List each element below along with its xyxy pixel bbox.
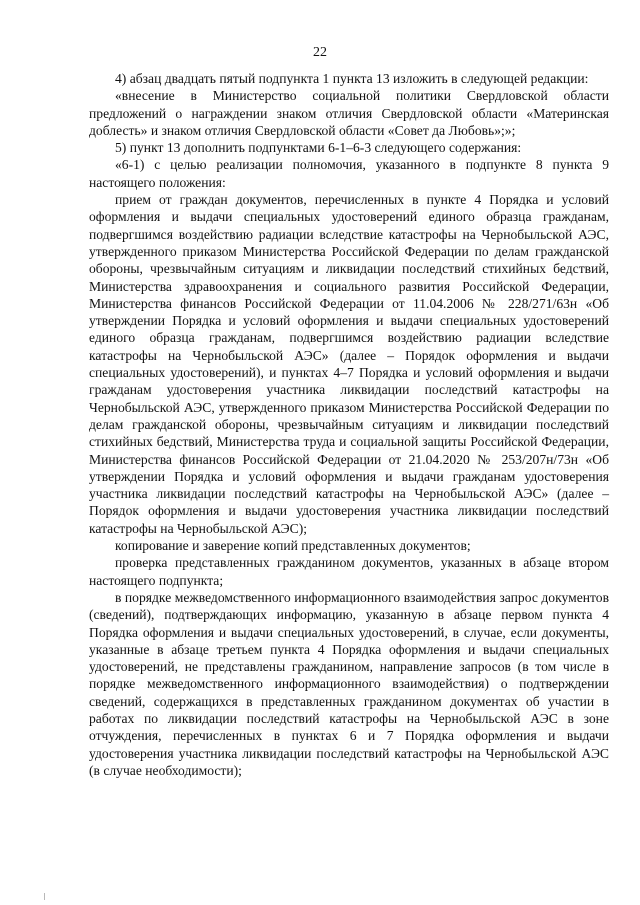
- paragraph-interagency-request: в порядке межведомственного информационного взаимодействия запрос документов (сведений), подтверждающих информацию, указанную в абзаце первом пункта 4 Порядка оформления и выдачи специальных удостоверений, в случае, если документы, указанные в абзаце третьем пункта 4 Порядка оформления и выдачи специальных удостоверений, не представлены гражданином, направление запросов (в том числе в порядке межведомственного информационного взаимодействия) о подтверждении сведений, содержащихся в представленных гражданином документах об участии в работах по ликвидации последствий катастрофы на Чернобыльской АЭС в зоне отчуждения, перечисленных в пунктах 6 и 7 Порядка оформления и выдачи удостоверения участника ликвидации последствий катастрофы на Чернобыльской АЭС (в случае необходимости);: [89, 589, 609, 778]
- paragraph-subitem-6-1: «6-1) с целью реализации полномочия, указанного в подпункте 8 пункта 9 настоящего положения:: [89, 157, 609, 190]
- paragraph-document-reception: прием от граждан документов, перечисленных в пункте 4 Порядка и условий оформления и выдачи специальных удостоверений единого образца гражданам, подвергшимся воздействию радиации вследствие катастрофы на Чернобыльской АЭС, утвержденного приказом Министерства Российской Федерации по делам гражданской обороны, чрезвычайным ситуациям и ликвидации последствий стихийных бедствий, Министерства здравоохранения и социального развития Российской Федерации, Министерства финансов Российской Федерации от 11.04.2006 № 228/271/63н «Об утверждении Порядка и условий оформления и выдачи специальных удостоверений единого образца гражданам, подвергшимся воздействию радиации вследствие катастрофы на Чернобыльской АЭС» (далее – Порядок оформления и выдачи специальных удостоверений), и пунктах 4–7 Порядка и условий оформления и выдачи гражданам удостоверения участника ликвидации последствий катастрофы на Чернобыльской АЭС, утвержденного приказом Министерства Российской Федерации по делам гражданской обороны, чрезвычайным ситуациям и ликвидации последствий стихийных бедствий, Министерства труда и социальной защиты Российской Федерации, Министерства финансов Российской Федерации от 21.04.2020 № 253/207н/73н «Об утверждении Порядка и условий оформления и выдачи гражданам удостоверения участника ликвидации последствий катастрофы на Чернобыльской АЭС» (далее – Порядок оформления и выдачи удостоверения участника ликвидации последствий катастрофы на Чернобыльской АЭС);: [89, 192, 609, 536]
- page-number: 22: [313, 45, 327, 60]
- scan-margin-mark: [44, 893, 45, 900]
- paragraph-copying: копирование и заверение копий представленных документов;: [115, 538, 471, 554]
- paragraph-item-4: 4) абзац двадцать пятый подпункта 1 пункта 13 изложить в следующей редакции:: [115, 71, 589, 86]
- paragraph-item-5: 5) пункт 13 дополнить подпунктами 6-1–6-3 следующего содержания:: [115, 140, 522, 156]
- document-body: [89, 70, 609, 779]
- paragraph-quoted-text: «внесение в Министерство социальной политики Свердловской области предложений о награждении знаком отличия Свердловской области «Материнская доблесть» и знаком отличия Свердловской области «Совет да Любовь»;»;: [89, 88, 609, 138]
- paragraph-verification: проверка представленных гражданином документов, указанных в абзаце втором настоящего подпункта;: [89, 555, 609, 588]
